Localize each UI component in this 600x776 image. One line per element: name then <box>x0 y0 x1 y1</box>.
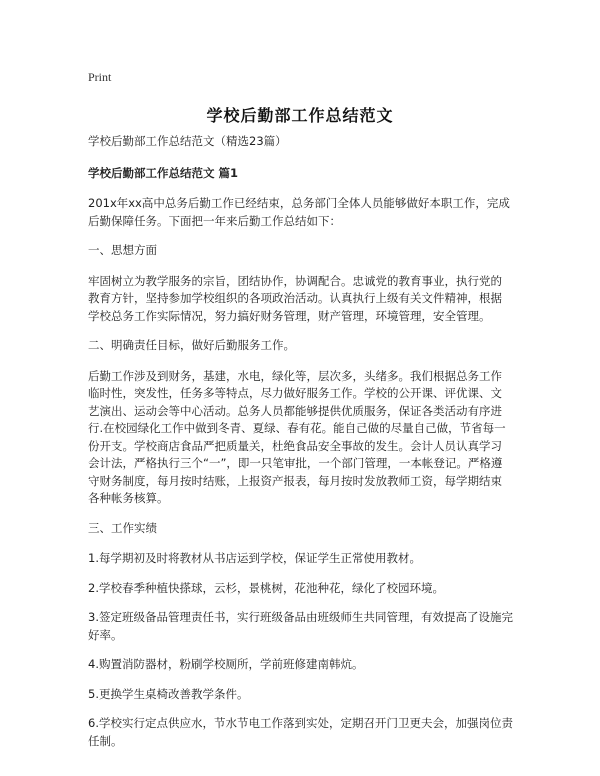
heading-responsibility: 二、明确责任目标，做好后勤服务工作。 <box>88 338 295 352</box>
page-title: 学校后勤部工作总结范文 <box>206 106 394 125</box>
heading-thought: 一、思想方面 <box>88 243 157 257</box>
section-title: 学校后勤部工作总结范文 篇1 <box>88 165 239 180</box>
list-item: 1.每学期初及时将教材从书店运到学校，保证学生正常使用教材。 <box>88 551 421 565</box>
list-item: 3.签定班级备品管理责任书，实行班级备品由班级师生共同管理，有效提高了设施完好率。 <box>88 610 513 642</box>
list-item: 2.学校春季种植快搽球，云杉，景桃树，花池种花，绿化了校园环境。 <box>88 580 444 595</box>
list-item: 5.更换学生桌椅改善教学条件。 <box>88 686 249 701</box>
heading-achievements: 三、工作实绩 <box>88 520 157 535</box>
list-item: 6.学校实行定点供应水，节水节电工作落到实处，定期召开门卫更夫会，加强岗位责任制。 <box>88 716 513 748</box>
paragraph-thought: 牢固树立为教学服务的宗旨，团结协作，协调配合。忠诚党的教育事业，执行党的教育方针，坚持参加学校组织的各项政治活动。认真执行上级有关文件精神，根据学校总务工作实际情况，努力搞好财务管理，财产管理，环境管理，安全管理。 <box>88 273 502 323</box>
paragraph-responsibility: 后勤工作涉及到财务，基建，水电，绿化等，层次多，头绪多。我们根据总务工作临时性，突发性，任务多等特点，尽力做好服务工作。学校的公开课、评优课、文艺演出、运动会等中心活动。总务人员都能够提供优质服务，保证各类活动有序进行.在校园绿化工作中做到冬青、夏绿、春有花。能自己做的尽量自己做，节省每一份开支。学校商店食品严把质量关，杜绝食品安全事故的发生。会计人员认真学习会计法，严格执行三个“一”，即一只笔审批，一个部门管理，一本帐登记。严格遵守财务制度，每月按时结账，上报资产报表，每月按时发放教师工资，每学期结束各种帐务核算。 <box>88 368 506 505</box>
list-item: 4.购置消防器材，粉刷学校厕所，学前班修建南韩炕。 <box>88 657 364 671</box>
print-link[interactable]: Print <box>88 70 112 84</box>
intro-paragraph: 201x年xx高中总务后勤工作已经结束，总务部门全体人员能够做好本职工作，完成后勤保障任务。下面把一年来后勤工作总结如下： <box>88 196 510 228</box>
document-body <box>88 133 513 762</box>
document-subtitle: 学校后勤部工作总结范文（精选23篇） <box>88 134 287 148</box>
